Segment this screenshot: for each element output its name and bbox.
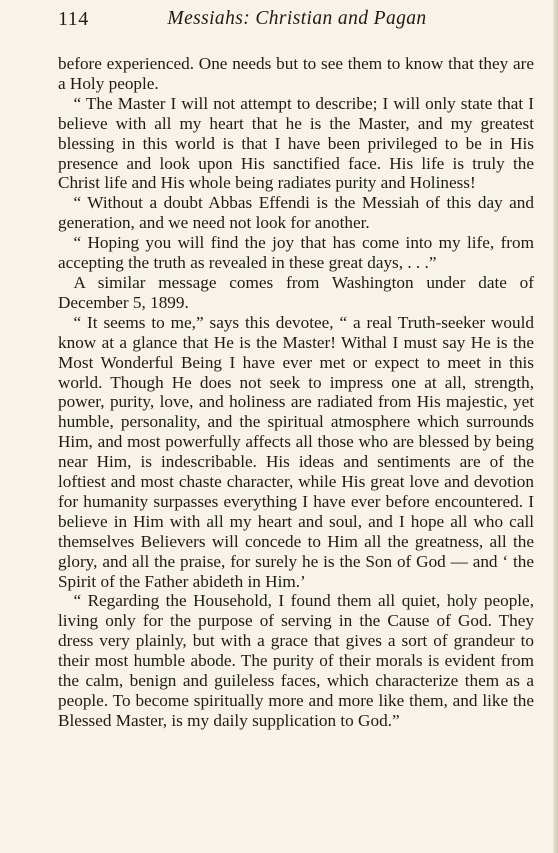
page-number: 114	[58, 8, 89, 30]
paragraph: “ It seems to me,” says this devotee, “ a real Truth-seeker would know at a glance that He is the Master! Withal I must say He is the Most Wonderful Being I have ever met or expect to meet in this world. Though He does not seek to impress one at all, strength, power, purity, love, and holiness are radiated from His majestic, yet humble, personality, and the spiritual atmosphere which surrounds Him, and most powerfully affects all those who are blessed by being near Him, is indescribable. His ideas and sentiments are of the loftiest and most chaste character, while His great love and devotion for humanity surpasses everything I have ever before encountered. I believe in Him with all my heart and soul, and I hope all who call themselves Believers will concede to Him all the greatness, all the glory, and all the praise, for surely he is the Son of God — and ‘ the Spirit of the Father abideth in Him.’	[58, 312, 534, 591]
body-text	[58, 54, 534, 731]
page-edge-shadow	[553, 0, 558, 853]
paragraph: “ Without a doubt Abbas Effendi is the Messiah of this day and generation, and we need not look for another.	[58, 193, 534, 233]
paragraph: “ Regarding the Household, I found them all quiet, holy people, living only for the purpose of serving in the Cause of God. They dress very plainly, but with a grace that gives a sort of grandeur to their most humble abode. The purity of their morals is evident from the calm, benign and guileless faces, which characterize them as a people. To become spiritually more and more like them, and like the Blessed Master, is my daily supplication to God.”	[58, 591, 534, 730]
running-title: Messiahs: Christian and Pagan	[167, 8, 427, 29]
paragraph: before experienced. One needs but to see them to know that they are a Holy people.	[58, 54, 534, 93]
paragraph: A similar message comes from Washington under date of December 5, 1899.	[58, 272, 534, 312]
paragraph: “ The Master I will not attempt to describe; I will only state that I believe with all my heart that he is the Master, and my greatest blessing in this world is that I have been privileged to be in His presence and look upon His sanctified face. His life is truly the Christ life and His whole being radiates purity and Holiness!	[58, 93, 534, 193]
paragraph: “ Hoping you will find the joy that has come into my life, from accepting the truth as revealed in these great days, . . .”	[58, 233, 534, 273]
running-header	[58, 8, 536, 38]
